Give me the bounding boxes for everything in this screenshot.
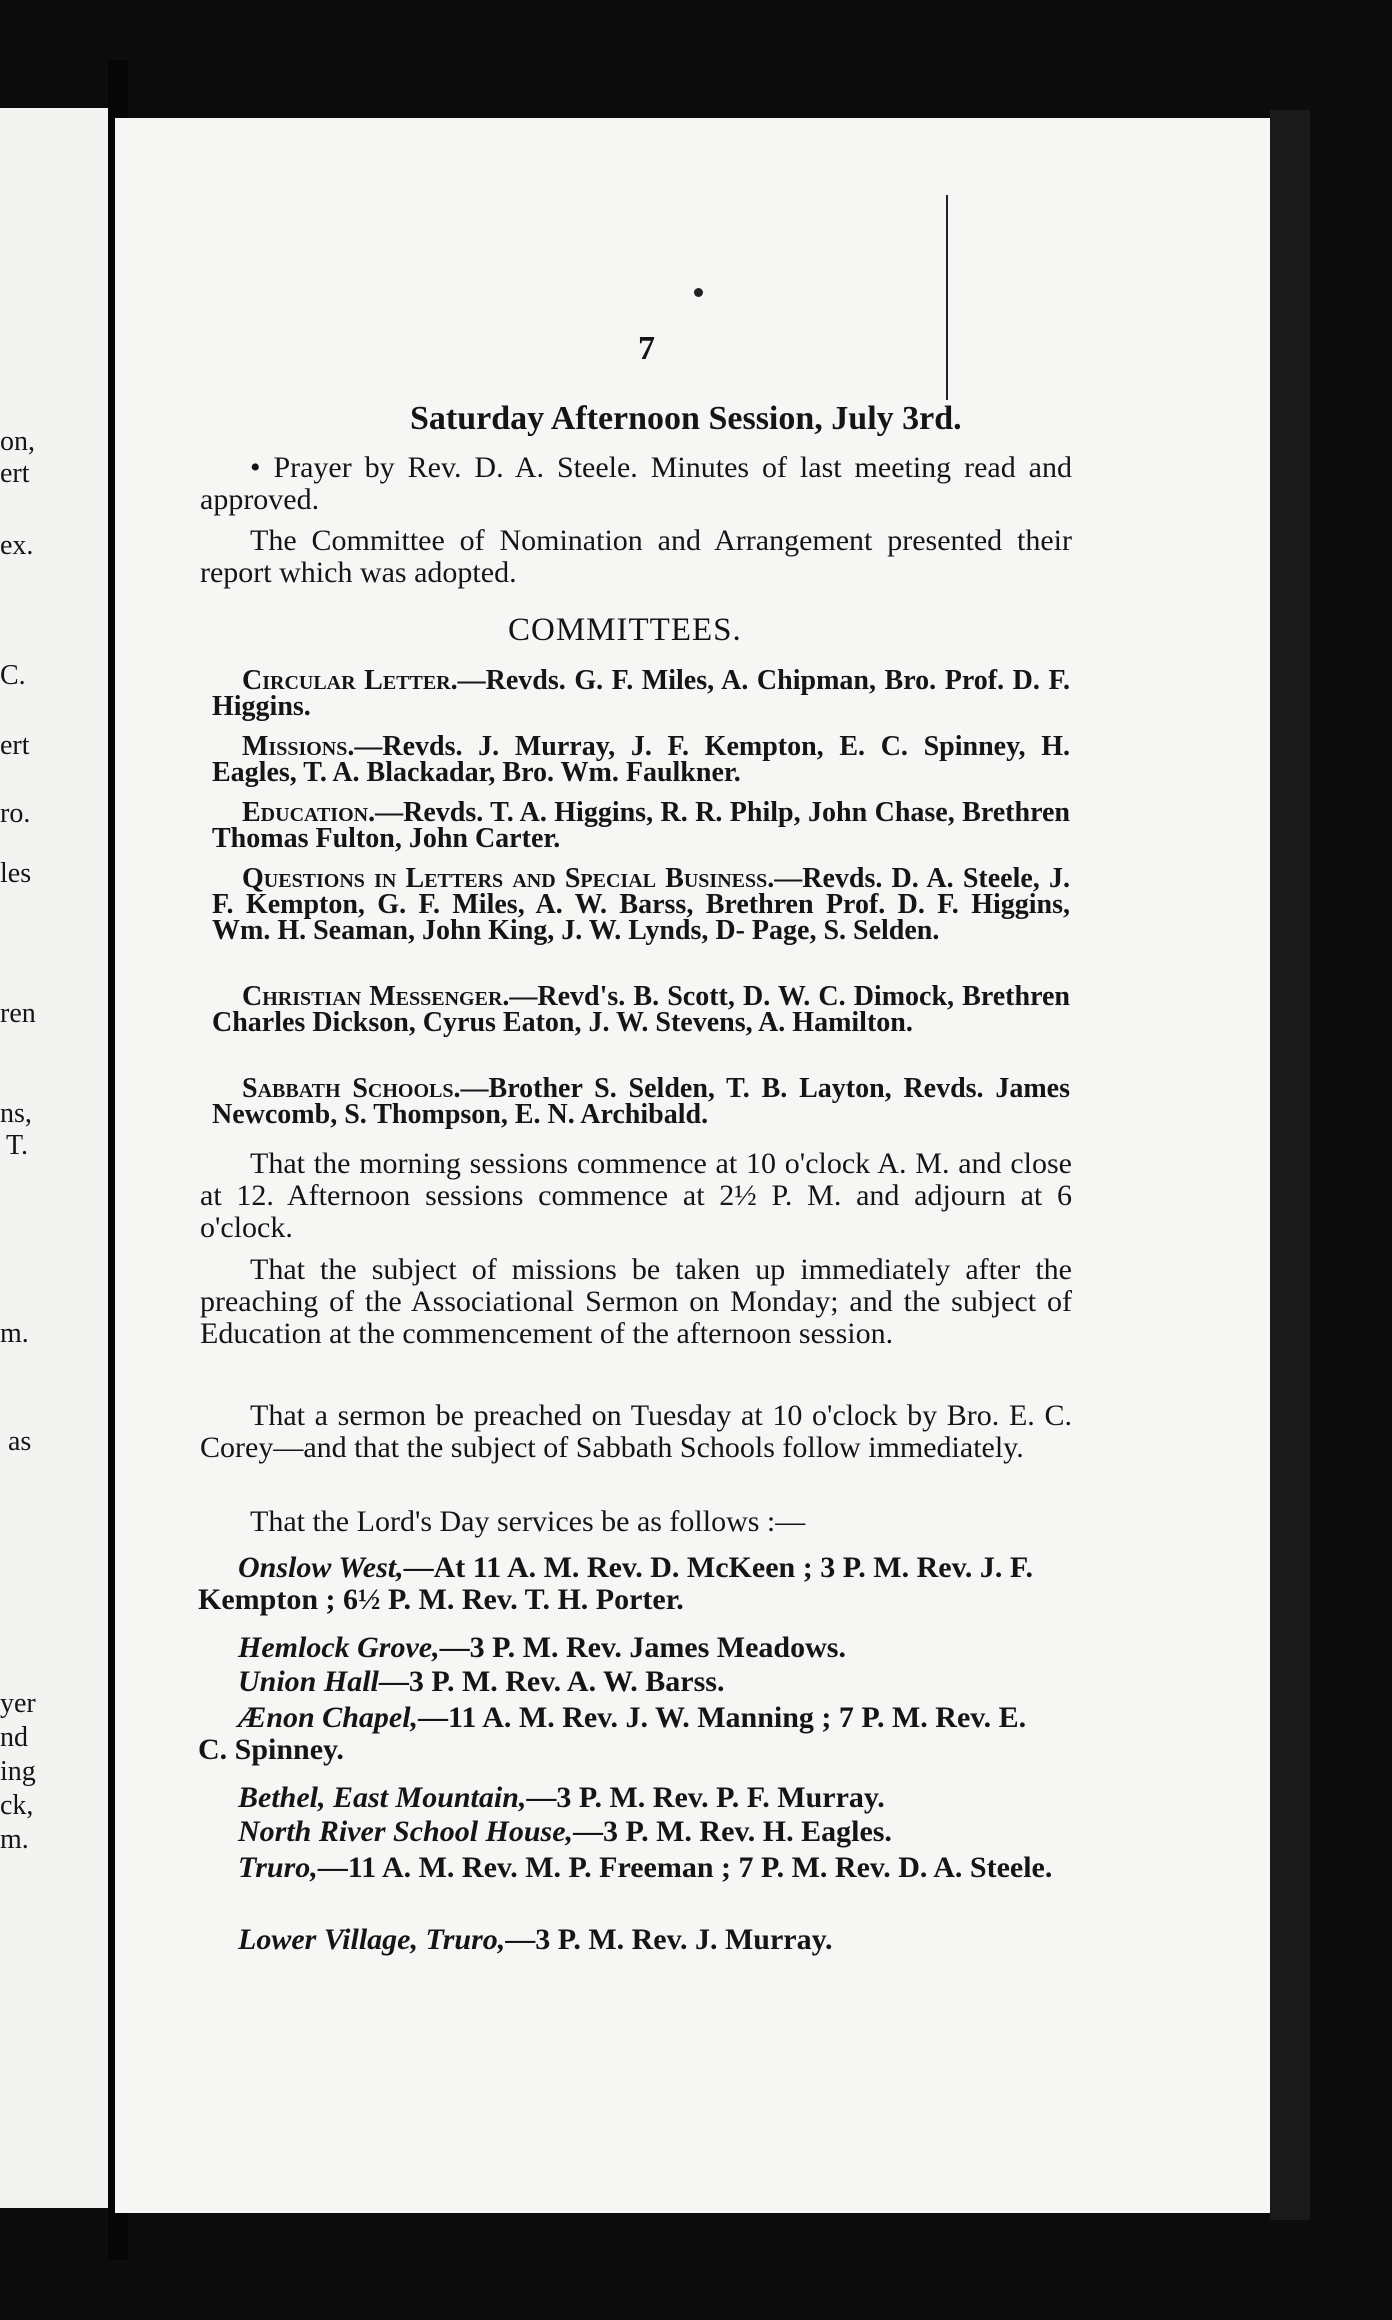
left-page-text: ert — [0, 730, 30, 761]
service-place: Lower Village, Truro, — [238, 1923, 506, 1956]
resolution-paragraph: That the subject of missions be taken up immediately after the preaching of the Associational Sermon on Monday; and the subject of Education at the commencement of the afternoon session. — [200, 1253, 1072, 1350]
left-page-text: ex. — [0, 530, 34, 561]
service-place: Truro, — [238, 1851, 318, 1884]
left-page-text: ck, — [0, 1790, 34, 1821]
committee-entry — [212, 1073, 1071, 1130]
left-page-text: ing — [0, 1756, 36, 1787]
service-details: —3 P. M. Rev. James Meadows. — [439, 1631, 846, 1664]
committee-name: Sabbath Schools. — [242, 1073, 461, 1104]
committee-name: Education. — [242, 797, 376, 828]
service-entry — [198, 1666, 1058, 1698]
left-page-text: m. — [0, 1318, 29, 1349]
service-place: Onslow West, — [238, 1551, 404, 1584]
committee-entry — [212, 731, 1070, 788]
committee-entry — [212, 797, 1070, 854]
service-place: Ænon Chapel, — [238, 1701, 419, 1734]
left-page-text: ns, — [0, 1098, 32, 1129]
left-page-text: m. — [0, 1824, 29, 1855]
service-entry — [198, 1852, 1058, 1884]
service-place: Hemlock Grove, — [238, 1631, 440, 1664]
page-number: 7 — [638, 330, 655, 367]
left-page-text: nd — [0, 1722, 28, 1753]
stray-mark — [946, 195, 948, 400]
committee-members: —Revds. G. F. Miles, A. Chipman, Bro. Prof. D. F. Higgins. — [212, 665, 1070, 722]
committee-name: Questions in Letters and Special Business. — [242, 863, 775, 894]
committee-members: —Revds. T. A. Higgins, R. R. Philp, John Chase, Brethren Thomas Fulton, John Carter. — [212, 797, 1070, 854]
left-page-text: yer — [0, 1688, 36, 1719]
opening-paragraph: The Committee of Nomination and Arrangement presented their report which was adopted. — [200, 524, 1072, 589]
committee-entry — [212, 665, 1070, 722]
left-page-text: as — [8, 1426, 32, 1457]
service-entry — [198, 1632, 1058, 1664]
service-details: —11 A. M. Rev. M. P. Freeman ; 7 P. M. Rev. D. A. Steele. — [317, 1851, 1053, 1884]
committee-members: —Revd's. B. Scott, D. W. C. Dimock, Brethren Charles Dickson, Cyrus Eaton, J. W. Stevens, A. Hamilton. — [212, 981, 1070, 1038]
left-page-text: les — [0, 858, 32, 889]
left-page-text: C. — [0, 660, 26, 691]
service-entry — [198, 1816, 1058, 1848]
left-page-text: ro. — [0, 798, 31, 829]
page-edge — [1270, 110, 1310, 2220]
service-details: —3 P. M. Rev. P. F. Murray. — [526, 1781, 885, 1814]
service-place: Union Hall — [238, 1665, 379, 1698]
committee-name: Circular Letter. — [242, 665, 458, 696]
service-place: Bethel, East Mountain, — [238, 1781, 527, 1814]
service-entry — [198, 1924, 1058, 1956]
service-details: —3 P. M. Rev. H. Eagles. — [573, 1815, 892, 1848]
resolution-paragraph: That a sermon be preached on Tuesday at 10 o'clock by Bro. E. C. Corey—and that the subject of Sabbath Schools follow immediately. — [200, 1399, 1072, 1464]
left-page-text: ert — [0, 458, 30, 489]
service-details: —At 11 A. M. Rev. D. McKeen ; 3 P. M. Rev. J. F. Kempton ; 6½ P. M. Rev. T. H. Porter. — [198, 1551, 1033, 1616]
committee-entry — [212, 863, 1070, 946]
service-entry — [198, 1782, 1058, 1814]
left-page-text: on, — [0, 426, 35, 457]
committee-members: —Revds. D. A. Steele, J. F. Kempton, G. F. Miles, A. W. Barss, Brethren Prof. D. F. Higgins, Wm. H. Seaman, John King, J. W. Lynds, D- Page, S. Selden. — [212, 863, 1070, 946]
left-page-fragment — [0, 108, 108, 2208]
service-entry — [198, 1702, 1058, 1766]
left-page-text: ren — [0, 998, 36, 1029]
service-place: North River School House, — [238, 1815, 574, 1848]
resolution-paragraph: That the Lord's Day services be as follows :— — [250, 1505, 806, 1538]
service-details: —3 P. M. Rev. J. Murray. — [505, 1923, 833, 1956]
committees-heading: COMMITTEES. — [508, 612, 742, 648]
resolution-paragraph: That the morning sessions commence at 10 o'clock A. M. and close at 12. Afternoon sessions commence at 2½ P. M. and adjourn at 6 o'clock. — [200, 1147, 1072, 1244]
committee-name: Christian Messenger. — [242, 981, 510, 1012]
service-details: —11 A. M. Rev. J. W. Manning ; 7 P. M. Rev. E. C. Spinney. — [198, 1701, 1027, 1766]
opening-paragraph: • Prayer by Rev. D. A. Steele. Minutes of last meeting read and approved. — [200, 451, 1072, 516]
committee-members: —Brother S. Selden, T. B. Layton, Revds. James Newcomb, S. Thompson, E. N. Archibald. — [212, 1073, 1071, 1130]
service-details: —3 P. M. Rev. A. W. Barss. — [378, 1665, 725, 1698]
left-page-text: T. — [6, 1130, 29, 1161]
session-heading: Saturday Afternoon Session, July 3rd. — [410, 400, 962, 437]
committee-members: —Revds. J. Murray, J. F. Kempton, E. C. Spinney, H. Eagles, T. A. Blackadar, Bro. Wm. Faulkner. — [212, 731, 1070, 788]
stray-mark — [694, 288, 703, 297]
service-entry — [198, 1552, 1058, 1616]
committee-name: Missions. — [242, 731, 355, 762]
committee-entry — [212, 981, 1070, 1038]
